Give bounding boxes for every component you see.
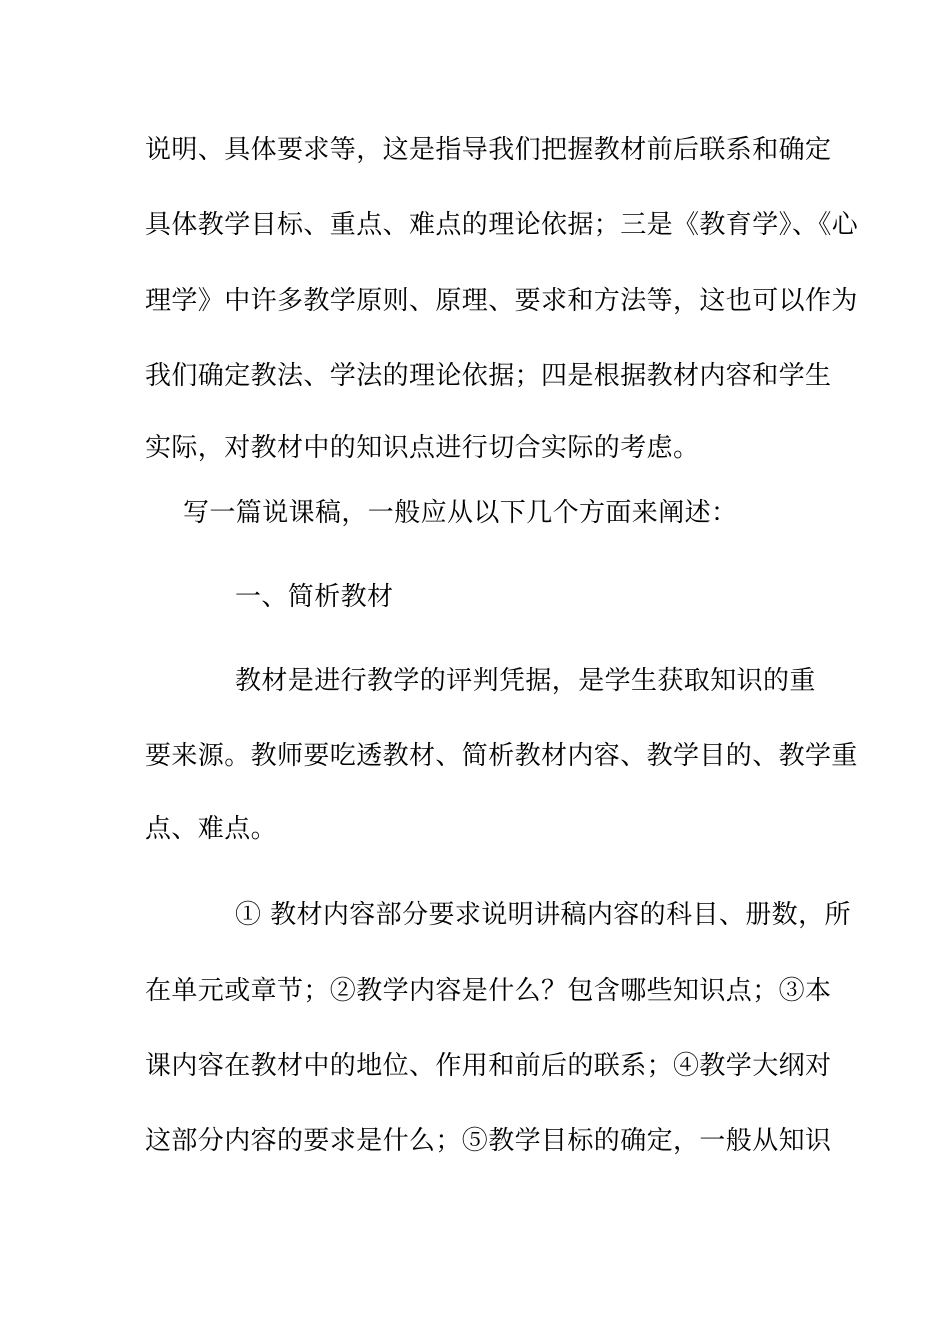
text-line: 实际，对教材中的知识点进行切合实际的考虑。 xyxy=(145,433,700,463)
text-line: 点、难点。 xyxy=(145,814,278,844)
text-line: 在单元或章节；②教学内容是什么？包含哪些知识点；③本 xyxy=(145,976,832,1006)
text-line: 课内容在教材中的地位、作用和前后的联系；④教学大纲对 xyxy=(145,1051,832,1081)
text-line: 理学》中许多教学原则、原理、要求和方法等，这也可以作为 xyxy=(145,286,858,316)
text-line: 说明、具体要求等，这是指导我们把握教材前后联系和确定 xyxy=(145,135,832,165)
text-line: 这部分内容的要求是什么；⑤教学目标的确定，一般从知识 xyxy=(145,1126,832,1156)
text-line: 写一篇说课稿，一般应从以下几个方面来阐述： xyxy=(183,498,738,528)
text-line: 要来源。教师要吃透教材、简析教材内容、教学目的、教学重 xyxy=(145,741,858,771)
text-line: 我们确定教法、学法的理论依据；四是根据教材内容和学生 xyxy=(145,361,832,391)
text-line: ① 教材内容部分要求说明讲稿内容的科目、册数，所 xyxy=(235,900,851,930)
section-heading: 一、简析教材 xyxy=(235,582,394,612)
text-line: 具体教学目标、重点、难点的理论依据；三是《教育学》、《心 xyxy=(145,210,859,240)
text-line: 教材是进行教学的评判凭据，是学生获取知识的重 xyxy=(235,666,816,696)
